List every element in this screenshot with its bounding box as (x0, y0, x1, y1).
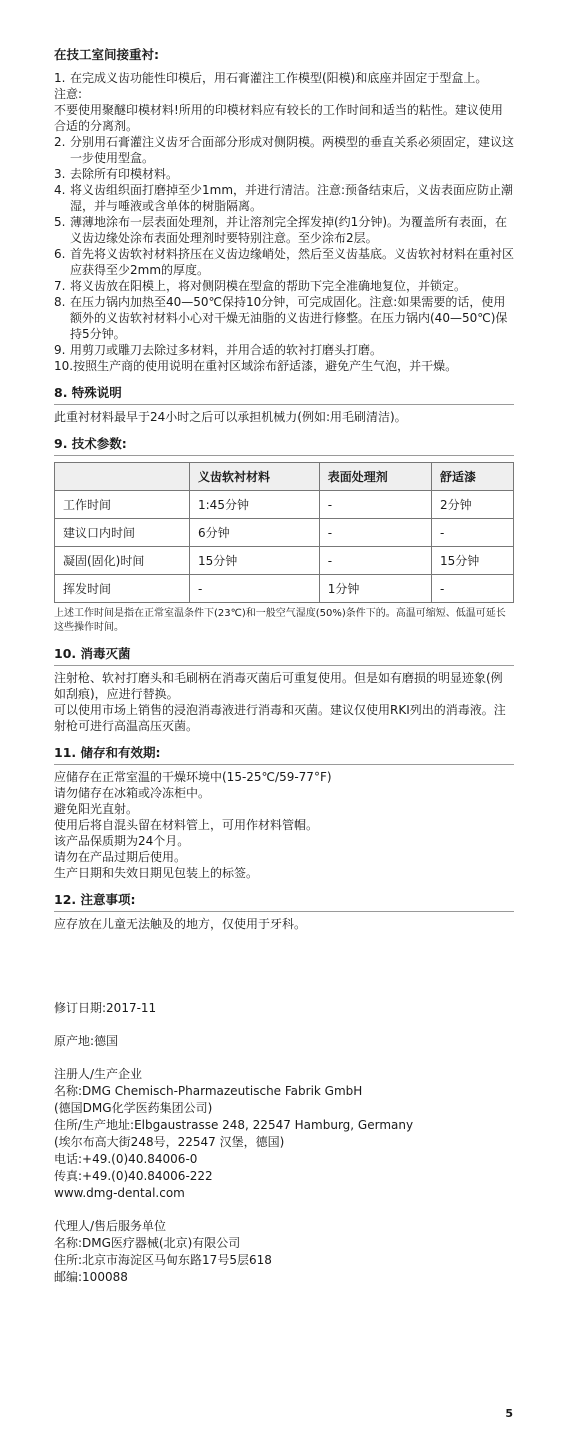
step-text: 按照生产商的使用说明在重衬区域涂布舒适漆，避免产生气泡，并干燥。 (73, 359, 458, 373)
table-cell: 6分钟 (190, 519, 320, 547)
step-number: 4. (54, 183, 66, 197)
lab-relining-title: 在技工室间接重衬: (54, 47, 159, 62)
table-row (55, 519, 514, 547)
note-label: 注意: (54, 87, 83, 101)
step-item (54, 294, 514, 342)
table-cell: - (319, 519, 431, 547)
table-cell: 1分钟 (319, 575, 431, 603)
section-caution-heading: 12. 注意事项: (54, 891, 514, 912)
text-line: 请勿在产品过期后使用。 (54, 850, 187, 864)
special-text: 此重衬材料最早于24小时之后可以承担机械力(例如:用毛刷清洁)。 (54, 410, 407, 424)
tech-params-table (54, 462, 514, 603)
text-line: 该产品保质期为24个月。 (54, 834, 190, 848)
text-line: 使用后将自混头留在材料管上，可用作材料管帽。 (54, 818, 319, 832)
text-line: 名称:DMG医疗器械(北京)有限公司 (54, 1236, 241, 1250)
text-line: (德国DMG化学医药集团公司) (54, 1101, 213, 1115)
tech-footnote: 上述工作时间是指在正常室温条件下(23℃)和一般空气湿度(50%)条件下的。高温可缩短、低温可延长这些操作时间。 (54, 608, 506, 633)
disinfection-paragraph-1: 注射枪、软衬打磨头和毛刷柄在消毒灭菌后可重复使用。但是如有磨损的明显迹象(例如刮痕)，应进行替换。 (54, 671, 503, 701)
step-item (54, 246, 514, 278)
table-header-row (55, 463, 514, 491)
section-storage-heading: 11. 储存和有效期: (54, 744, 514, 765)
text-line: 住所:北京市海淀区马甸东路17号5层618 (54, 1253, 272, 1267)
step-number: 3. (54, 167, 66, 181)
table-cell: 凝固(固化)时间 (55, 547, 190, 575)
table-cell: 挥发时间 (55, 575, 190, 603)
table-row (55, 547, 514, 575)
step-text: 将义齿组织面打磨掉至少1mm，并进行清洁。注意:预备结束后，义齿表面应防止潮湿，并与唾液或含单体的树脂隔离。 (70, 183, 514, 213)
step-number: 10. (54, 359, 74, 373)
step-text: 去除所有印模材料。 (70, 167, 179, 181)
text-line: 避免阳光直射。 (54, 802, 139, 816)
step-item (54, 70, 514, 86)
table-cell: 15分钟 (431, 547, 513, 575)
text-line: www.dmg-dental.com (54, 1186, 185, 1200)
text-line: 代理人/售后服务单位 (54, 1219, 167, 1233)
step-number: 8. (54, 295, 66, 309)
step-item (54, 182, 514, 214)
text-line: 请勿储存在冰箱或冷冻柜中。 (54, 786, 211, 800)
disinfection-paragraph-2: 可以使用市场上销售的浸泡消毒液进行消毒和灭菌。建议仅使用RKI列出的消毒液。注射枪可进行高温高压灭菌。 (54, 703, 506, 733)
manufacturer-info (54, 1066, 514, 1202)
table-cell: - (431, 519, 513, 547)
step-item (54, 214, 514, 246)
revision-date: 修订日期:2017-11 (54, 1001, 157, 1015)
text-line: (埃尔布高大街248号，22547 汉堡，德国) (54, 1135, 285, 1149)
table-cell: - (431, 575, 513, 603)
table-column-header: 舒适漆 (431, 463, 513, 491)
step-number: 6. (54, 247, 66, 261)
page-number: 5 (505, 1407, 513, 1420)
table-row (55, 491, 514, 519)
table-cell: - (319, 547, 431, 575)
step-number: 2. (54, 135, 66, 149)
table-cell: 2分钟 (431, 491, 513, 519)
step-text: 在压力锅内加热至40—50℃保持10分钟，可完成固化。注意:如果需要的话，使用额外的义齿软衬材料小心对干燥无油脂的义齿进行修整。在压力锅内(40—50℃)保持5分钟。 (70, 295, 508, 341)
agent-info (54, 1218, 514, 1286)
step-item (54, 278, 514, 294)
storage-lines (54, 769, 514, 881)
lab-steps-part-1 (54, 70, 514, 86)
text-line: 注册人/生产企业 (54, 1067, 143, 1081)
table-cell: 15分钟 (190, 547, 320, 575)
step-number: 1. (54, 71, 66, 85)
step-text: 首先将义齿软衬材料挤压在义齿边缘峭处，然后至义齿基底。义齿软衬材料在重衬区应获得至少2mm的厚度。 (70, 247, 515, 277)
step-text: 在完成义齿功能性印模后，用石膏灌注工作模型(阳模)和底座并固定于型盒上。 (70, 71, 488, 85)
step-item (54, 134, 514, 166)
table-column-header: 表面处理剂 (319, 463, 431, 491)
table-cell: 工作时间 (55, 491, 190, 519)
step-number: 7. (54, 279, 66, 293)
text-line: 生产日期和失效日期见包装上的标签。 (54, 866, 259, 880)
section-special-heading: 8. 特殊说明 (54, 384, 514, 405)
text-line: 应储存在正常室温的干燥环境中(15-25℃/59-77°F) (54, 770, 332, 784)
table-cell: - (190, 575, 320, 603)
step-item (54, 342, 514, 358)
section-tech-heading: 9. 技术参数: (54, 435, 514, 456)
text-line: 传真:+49.(0)40.84006-222 (54, 1169, 213, 1183)
table-row (55, 575, 514, 603)
caution-text: 应存放在儿童无法触及的地方，仅使用于牙科。 (54, 917, 307, 931)
country-of-origin: 原产地:德国 (54, 1034, 119, 1048)
text-line: 电话:+49.(0)40.84006-0 (54, 1152, 198, 1166)
step-item (54, 166, 514, 182)
step-number: 9. (54, 343, 66, 357)
lab-steps-part-2 (54, 134, 514, 374)
step-item (54, 358, 514, 374)
text-line: 邮编:100088 (54, 1270, 128, 1284)
table-cell: 建议口内时间 (55, 519, 190, 547)
step-text: 用剪刀或雕刀去除过多材料，并用合适的软衬打磨头打磨。 (70, 343, 383, 357)
step-text: 将义齿放在阳模上，将对侧阴模在型盒的帮助下完全准确地复位，并锁定。 (70, 279, 467, 293)
text-line: 住所/生产地址:Elbgaustrasse 248, 22547 Hamburg, Germany (54, 1118, 414, 1132)
lab-note (54, 86, 514, 134)
document-page (54, 46, 514, 1286)
text-line: 名称:DMG Chemisch-Pharmazeutische Fabrik GmbH (54, 1084, 363, 1098)
section-disinfection-heading: 10. 消毒灭菌 (54, 645, 514, 666)
note-text: 不要使用聚醚印模材料!所用的印模材料应有较长的工作时间和适当的粘性。建议使用合适的分离剂。 (54, 103, 503, 133)
table-cell: - (319, 491, 431, 519)
table-column-header: 义齿软衬材料 (190, 463, 320, 491)
table-column-header (55, 463, 190, 491)
table-cell: 1:45分钟 (190, 491, 320, 519)
step-number: 5. (54, 215, 66, 229)
step-text: 分别用石膏灌注义齿牙合面部分形成对侧阴模。两模型的垂直关系必须固定，建议这一步使用型盒。 (70, 135, 515, 165)
step-text: 薄薄地涂布一层表面处理剂，并让溶剂完全挥发掉(约1分钟)。为覆盖所有表面，在义齿边缘处涂布表面处理剂时要特别注意。至少涂布2层。 (70, 215, 508, 245)
